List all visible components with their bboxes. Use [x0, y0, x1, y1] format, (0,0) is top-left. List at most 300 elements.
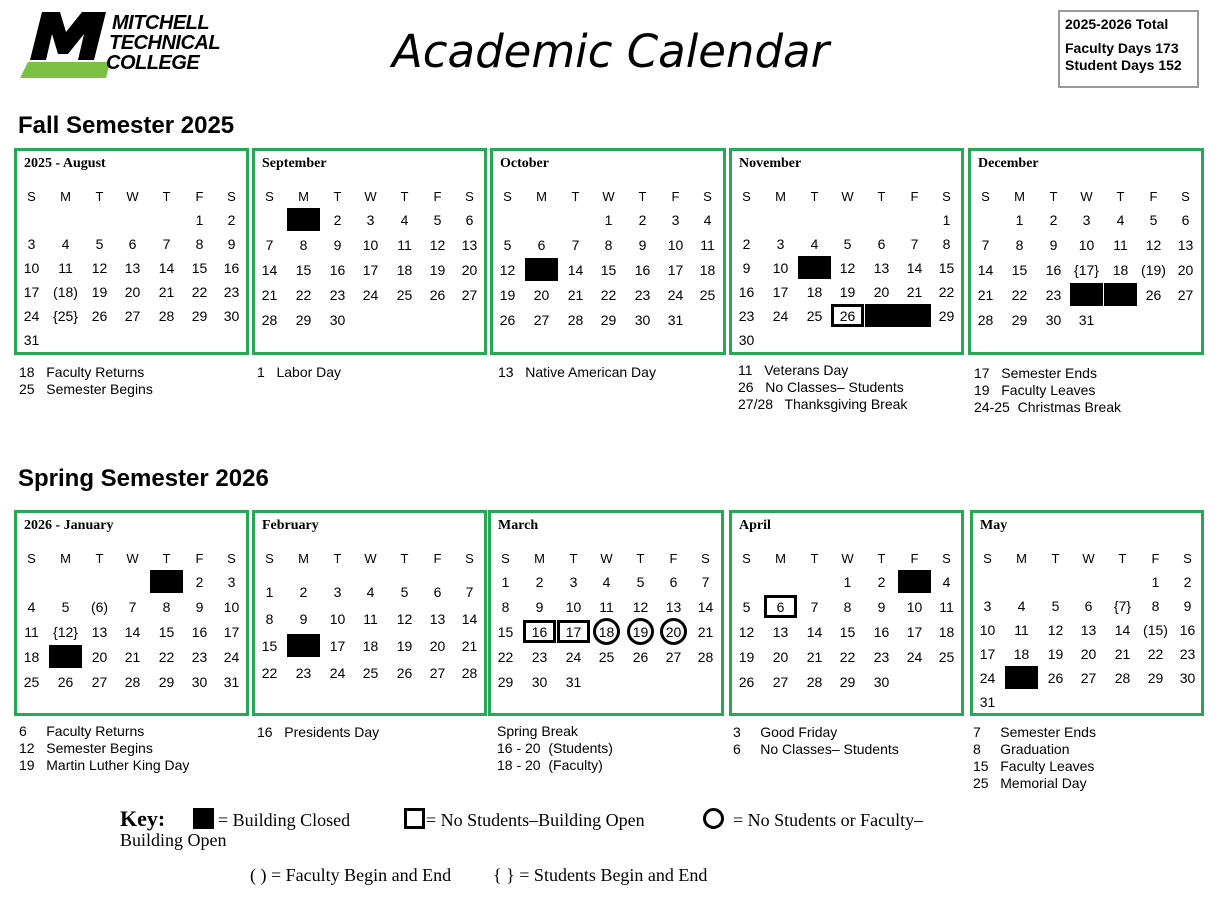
day-cell-noboth: 18	[593, 618, 620, 645]
day-cell: 23	[531, 648, 548, 665]
day-cell: 22	[158, 648, 175, 665]
day-cell: 4	[400, 211, 409, 228]
day-cell: 28	[261, 311, 278, 328]
day-cell: 7	[128, 598, 137, 615]
weekday-header: W	[600, 551, 613, 566]
day-cell: 4	[703, 211, 712, 228]
month-notes	[19, 723, 189, 774]
day-cell: (6)	[90, 598, 109, 615]
weekday-header: S	[503, 189, 512, 204]
day-cell: 7	[701, 573, 710, 590]
day-cell-closed: 25	[1005, 666, 1038, 689]
day-cell: 25	[699, 286, 716, 303]
month-notes	[497, 723, 613, 774]
day-cell: 29	[1011, 311, 1028, 328]
day-cell: 22	[1011, 286, 1028, 303]
day-cell: 20	[533, 286, 550, 303]
month-spring-1	[252, 510, 487, 716]
day-cell: 10	[979, 621, 996, 638]
day-cell: 23	[1045, 286, 1062, 303]
day-cell: 8	[265, 610, 274, 627]
note-line: 13 Native American Day	[498, 364, 656, 380]
day-cell: 13	[1177, 236, 1194, 253]
month-fall-2	[490, 148, 726, 355]
note-line: 25 Memorial Day	[973, 775, 1087, 791]
weekday-header: S	[742, 551, 751, 566]
weekday-header: S	[1183, 551, 1192, 566]
day-cell: 30	[738, 331, 755, 348]
day-cell: 5	[503, 236, 512, 253]
day-cell: 11	[599, 598, 614, 615]
day-cell-closed: 3	[898, 570, 931, 593]
weekday-header: F	[1149, 189, 1158, 204]
day-cell: 6	[669, 573, 678, 590]
day-cell: 31	[1078, 311, 1095, 328]
day-cell: 3	[366, 211, 375, 228]
note-line: 16 Presidents Day	[257, 724, 380, 740]
day-cell: 16	[873, 623, 890, 640]
month-notes	[257, 364, 341, 381]
day-cell: 28	[977, 311, 994, 328]
day-cell: 6	[1181, 211, 1190, 228]
day-cell: 30	[223, 307, 240, 324]
weekday-header: T	[1116, 189, 1125, 204]
month-fall-3	[729, 148, 964, 355]
note-line: 3 Good Friday	[733, 724, 838, 740]
day-cell: 8	[843, 598, 852, 615]
day-cell: 18	[396, 261, 413, 278]
month-notes	[974, 365, 1121, 416]
day-cell: 13	[665, 598, 682, 615]
logo-text-line-3: COLLEGE	[106, 52, 200, 74]
day-cell: 16	[223, 259, 240, 276]
day-cell: 16	[634, 261, 651, 278]
day-cell: 27	[124, 307, 141, 324]
day-cell: 8	[1015, 236, 1024, 253]
day-cell: 14	[461, 610, 478, 627]
day-cell: 31	[223, 673, 240, 690]
month-notes	[738, 362, 907, 413]
note-line: 18 - 20 (Faculty)	[497, 757, 603, 773]
logo-text-line-2: TECHNICAL	[109, 32, 221, 54]
month-title: November	[739, 156, 802, 171]
day-cell: 1	[1151, 573, 1160, 590]
day-cell: 25	[23, 673, 40, 690]
day-cell: 5	[1051, 597, 1060, 614]
day-cell: 29	[158, 673, 175, 690]
day-cell: 8	[604, 236, 613, 253]
day-cell: 8	[1151, 597, 1160, 614]
day-cell: 28	[697, 648, 714, 665]
key-faculty-begin-end: ( ) = Faculty Begin and End	[250, 865, 452, 885]
note-line: 17 Semester Ends	[974, 365, 1097, 381]
weekday-header: F	[671, 189, 680, 204]
day-cell: 3	[333, 583, 342, 600]
day-cell: 24	[772, 307, 789, 324]
day-cell: 2	[195, 573, 204, 590]
student-days-total: Student Days 152	[1065, 57, 1182, 73]
month-notes	[498, 364, 656, 381]
day-cell: 1	[942, 211, 951, 228]
day-cell: 9	[195, 598, 204, 615]
day-cell: 23	[223, 283, 240, 300]
month-spring-4	[970, 510, 1204, 716]
day-cell: 28	[124, 673, 141, 690]
day-cell: 10	[1078, 236, 1095, 253]
day-cell: 16	[1045, 261, 1062, 278]
day-cell: 24	[565, 648, 582, 665]
day-cell: 1	[1015, 211, 1024, 228]
day-cell: 9	[1183, 597, 1192, 614]
weekday-header: M	[298, 189, 309, 204]
month-title: 2026 - January	[24, 518, 114, 533]
day-cell: 21	[906, 283, 923, 300]
day-cell: 12	[738, 623, 755, 640]
month-title: 2025 - August	[24, 156, 106, 171]
day-cell: 2	[227, 211, 236, 228]
day-cell: 5	[1149, 211, 1158, 228]
day-cell: 30	[191, 673, 208, 690]
note-line: 6 No Classes– Students	[733, 741, 899, 757]
day-cell: 5	[400, 583, 409, 600]
month-spring-2	[488, 510, 724, 716]
day-cell: 14	[806, 623, 823, 640]
day-cell: 30	[1045, 311, 1062, 328]
weekday-header: T	[877, 189, 886, 204]
day-cell: 10	[906, 598, 923, 615]
day-cell: 23	[329, 286, 346, 303]
weekday-header: S	[265, 189, 274, 204]
weekday-header: M	[1014, 189, 1025, 204]
day-cell: 26	[738, 673, 755, 690]
month-spring-3	[729, 510, 964, 716]
day-cell: {25}	[53, 307, 78, 324]
weekday-header: T	[333, 189, 342, 204]
day-cell: 12	[839, 259, 856, 276]
day-cell: 9	[299, 610, 308, 627]
day-cell: 26	[1047, 669, 1064, 686]
weekday-header: F	[433, 189, 442, 204]
day-cell: 9	[1049, 236, 1058, 253]
day-cell: 30	[1179, 669, 1196, 686]
day-cell-closed: 28	[898, 304, 931, 327]
weekday-header: S	[227, 189, 236, 204]
day-cell: 19	[1047, 645, 1064, 662]
weekday-header: T	[95, 551, 104, 566]
day-cell: 2	[638, 211, 647, 228]
day-cell: 24	[329, 664, 346, 681]
day-cell: 8	[942, 235, 951, 252]
month-notes	[257, 724, 379, 741]
day-cell: 28	[1114, 669, 1131, 686]
month-title: December	[978, 156, 1039, 171]
day-cell: 15	[497, 623, 514, 640]
spring-semester-title: Spring Semester 2026	[18, 465, 269, 492]
weekday-header: S	[983, 551, 992, 566]
day-cell: 21	[461, 637, 478, 654]
weekday-header: T	[95, 189, 104, 204]
day-cell: 29	[497, 673, 514, 690]
month-fall-4	[968, 148, 1204, 355]
day-cell: 25	[396, 286, 413, 303]
day-cell: 28	[806, 673, 823, 690]
note-line: 26 No Classes– Students	[738, 379, 904, 395]
day-cell: 5	[843, 235, 852, 252]
day-cell: 28	[158, 307, 175, 324]
weekday-header: S	[742, 189, 751, 204]
weekday-header: T	[333, 551, 342, 566]
day-cell: 20	[91, 648, 108, 665]
day-cell: 24	[906, 648, 923, 665]
day-cell-nostud: 6	[764, 595, 797, 618]
day-cell: 3	[671, 211, 680, 228]
building-closed-swatch	[193, 808, 214, 829]
day-cell: 30	[873, 673, 890, 690]
day-cell: 18	[1112, 261, 1129, 278]
day-cell: 17	[667, 261, 684, 278]
day-cell: 2	[1183, 573, 1192, 590]
day-cell: 15	[1011, 261, 1028, 278]
day-cell: 30	[531, 673, 548, 690]
day-cell: 15	[600, 261, 617, 278]
day-cell: 24	[223, 648, 240, 665]
day-cell: 25	[806, 307, 823, 324]
day-cell: 29	[938, 307, 955, 324]
day-cell-closed: 24	[1070, 283, 1103, 306]
day-cell: 22	[261, 664, 278, 681]
weekday-header: F	[669, 551, 678, 566]
day-cell: 14	[261, 261, 278, 278]
no-students-swatch	[404, 808, 425, 829]
weekday-header: F	[1151, 551, 1160, 566]
weekday-header: S	[703, 189, 712, 204]
day-cell-closed: 19	[49, 645, 82, 668]
day-cell: 28	[461, 664, 478, 681]
day-cell-nostud: 16	[523, 620, 556, 643]
weekday-header: S	[942, 551, 951, 566]
day-cell: 17	[329, 637, 346, 654]
day-cell: 8	[162, 598, 171, 615]
day-cell: 19	[91, 283, 108, 300]
weekday-header: W	[126, 189, 139, 204]
day-cell: 4	[942, 573, 951, 590]
day-cell: 5	[95, 235, 104, 252]
day-cell: (19)	[1141, 261, 1166, 278]
day-cell-closed: 27	[865, 304, 898, 327]
day-cell: 17	[772, 283, 789, 300]
day-cell: 20	[1177, 261, 1194, 278]
day-cell: 3	[27, 235, 36, 252]
key-no-students-faculty: = No Students or Faculty–	[733, 810, 924, 830]
weekday-header: W	[126, 551, 139, 566]
day-cell: 29	[600, 311, 617, 328]
day-cell: 24	[362, 286, 379, 303]
day-cell: 31	[565, 673, 582, 690]
day-cell: 5	[61, 598, 70, 615]
day-cell: 28	[567, 311, 584, 328]
day-cell: 23	[1179, 645, 1196, 662]
weekday-header: S	[1181, 189, 1190, 204]
day-cell: 23	[738, 307, 755, 324]
day-cell: 18	[1013, 645, 1030, 662]
day-cell: 8	[501, 598, 510, 615]
day-cell: 7	[981, 236, 990, 253]
day-cell: 26	[91, 307, 108, 324]
day-cell: 22	[295, 286, 312, 303]
weekday-header: S	[465, 551, 474, 566]
day-cell: (15)	[1143, 621, 1168, 638]
note-line: 7 Semester Ends	[973, 724, 1096, 740]
key-label: Key:	[120, 806, 166, 831]
day-cell: 10	[667, 236, 684, 253]
no-students-faculty-swatch	[703, 808, 724, 829]
day-cell: 10	[565, 598, 582, 615]
day-cell: 26	[632, 648, 649, 665]
day-cell: 27	[533, 311, 550, 328]
weekday-header: F	[195, 551, 204, 566]
day-cell: 21	[158, 283, 175, 300]
day-cell: 8	[195, 235, 204, 252]
day-cell: 10	[772, 259, 789, 276]
weekday-header: T	[1049, 189, 1058, 204]
day-cell: 19	[499, 286, 516, 303]
day-cell: 17	[223, 623, 240, 640]
day-cell: 3	[983, 597, 992, 614]
fall-semester-title: Fall Semester 2025	[18, 112, 235, 139]
weekday-header: F	[910, 551, 919, 566]
day-cell: 1	[195, 211, 204, 228]
day-cell: 4	[366, 583, 375, 600]
weekday-header: T	[810, 551, 819, 566]
month-title: September	[262, 156, 327, 171]
totals-box	[1058, 10, 1199, 88]
day-cell: 19	[429, 261, 446, 278]
day-cell: 22	[938, 283, 955, 300]
day-cell: 7	[910, 235, 919, 252]
weekday-header: S	[701, 551, 710, 566]
logo-text-line-1: MITCHELL	[112, 12, 210, 34]
day-cell: 13	[461, 236, 478, 253]
month-notes	[19, 364, 153, 398]
day-cell: 16	[738, 283, 755, 300]
weekday-header: M	[60, 189, 71, 204]
day-cell: 27	[1177, 286, 1194, 303]
day-cell: 22	[191, 283, 208, 300]
day-cell: 13	[772, 623, 789, 640]
day-cell: 20	[1080, 645, 1097, 662]
day-cell: 23	[191, 648, 208, 665]
weekday-header: T	[162, 551, 171, 566]
weekday-header: M	[1016, 551, 1027, 566]
day-cell: 7	[162, 235, 171, 252]
weekday-header: F	[195, 189, 204, 204]
day-cell: 1	[604, 211, 613, 228]
day-cell: 20	[461, 261, 478, 278]
day-cell: 27	[429, 664, 446, 681]
weekday-header: T	[1051, 551, 1060, 566]
weekday-header: T	[400, 189, 409, 204]
day-cell: 11	[1014, 621, 1029, 638]
day-cell: 10	[223, 598, 240, 615]
weekday-header: W	[364, 189, 377, 204]
day-cell-closed: 13	[525, 258, 558, 281]
day-cell: 21	[977, 286, 994, 303]
day-cell: 17	[362, 261, 379, 278]
key-no-students: = No Students–Building Open	[426, 810, 645, 830]
note-line: 1 Labor Day	[257, 364, 342, 380]
weekday-header: F	[910, 189, 919, 204]
day-cell: 25	[598, 648, 615, 665]
day-cell: 12	[429, 236, 446, 253]
month-notes	[973, 724, 1096, 792]
note-line: 12 Semester Begins	[19, 740, 153, 756]
day-cell: 3	[227, 573, 236, 590]
day-cell: 19	[396, 637, 413, 654]
weekday-header: T	[810, 189, 819, 204]
weekday-header: M	[534, 551, 545, 566]
day-cell: 9	[877, 598, 886, 615]
weekday-header: S	[501, 551, 510, 566]
day-cell: 18	[23, 648, 40, 665]
day-cell: 29	[191, 307, 208, 324]
weekday-header: T	[877, 551, 886, 566]
day-cell: 10	[23, 259, 40, 276]
day-cell: 4	[27, 598, 36, 615]
logo-m-icon	[20, 12, 110, 78]
faculty-days-total: Faculty Days 173	[1065, 40, 1179, 56]
weekday-header: T	[636, 551, 645, 566]
weekday-header: S	[465, 189, 474, 204]
day-cell: 17	[906, 623, 923, 640]
day-cell: 8	[299, 236, 308, 253]
day-cell: 6	[465, 211, 474, 228]
day-cell: {17}	[1074, 261, 1099, 278]
day-cell: 18	[699, 261, 716, 278]
day-cell: 13	[1080, 621, 1097, 638]
day-cell: (18)	[53, 283, 78, 300]
day-cell: 31	[23, 331, 40, 348]
note-line: 19 Faculty Leaves	[974, 382, 1096, 398]
key-no-students-faculty-line2: Building Open	[120, 830, 227, 850]
day-cell: 4	[810, 235, 819, 252]
day-cell: 18	[938, 623, 955, 640]
day-cell: 21	[124, 648, 141, 665]
day-cell: 31	[667, 311, 684, 328]
day-cell: 15	[839, 623, 856, 640]
day-cell: 5	[636, 573, 645, 590]
day-cell: 10	[329, 610, 346, 627]
day-cell: 27	[665, 648, 682, 665]
weekday-header: S	[981, 189, 990, 204]
day-cell: 18	[806, 283, 823, 300]
day-cell: 26	[429, 286, 446, 303]
day-cell: 20	[873, 283, 890, 300]
day-cell: 11	[700, 236, 715, 253]
note-line: 18 Faculty Returns	[19, 364, 145, 380]
day-cell: 15	[261, 637, 278, 654]
day-cell: 14	[906, 259, 923, 276]
weekday-header: M	[775, 551, 786, 566]
day-cell: 15	[938, 259, 955, 276]
day-cell: 21	[261, 286, 278, 303]
day-cell-nostud: 17	[557, 620, 590, 643]
day-cell: 29	[1147, 669, 1164, 686]
day-cell: 7	[465, 583, 474, 600]
day-cell: 13	[429, 610, 446, 627]
day-cell-closed: 1	[287, 208, 320, 231]
weekday-header: T	[162, 189, 171, 204]
day-cell: 3	[569, 573, 578, 590]
